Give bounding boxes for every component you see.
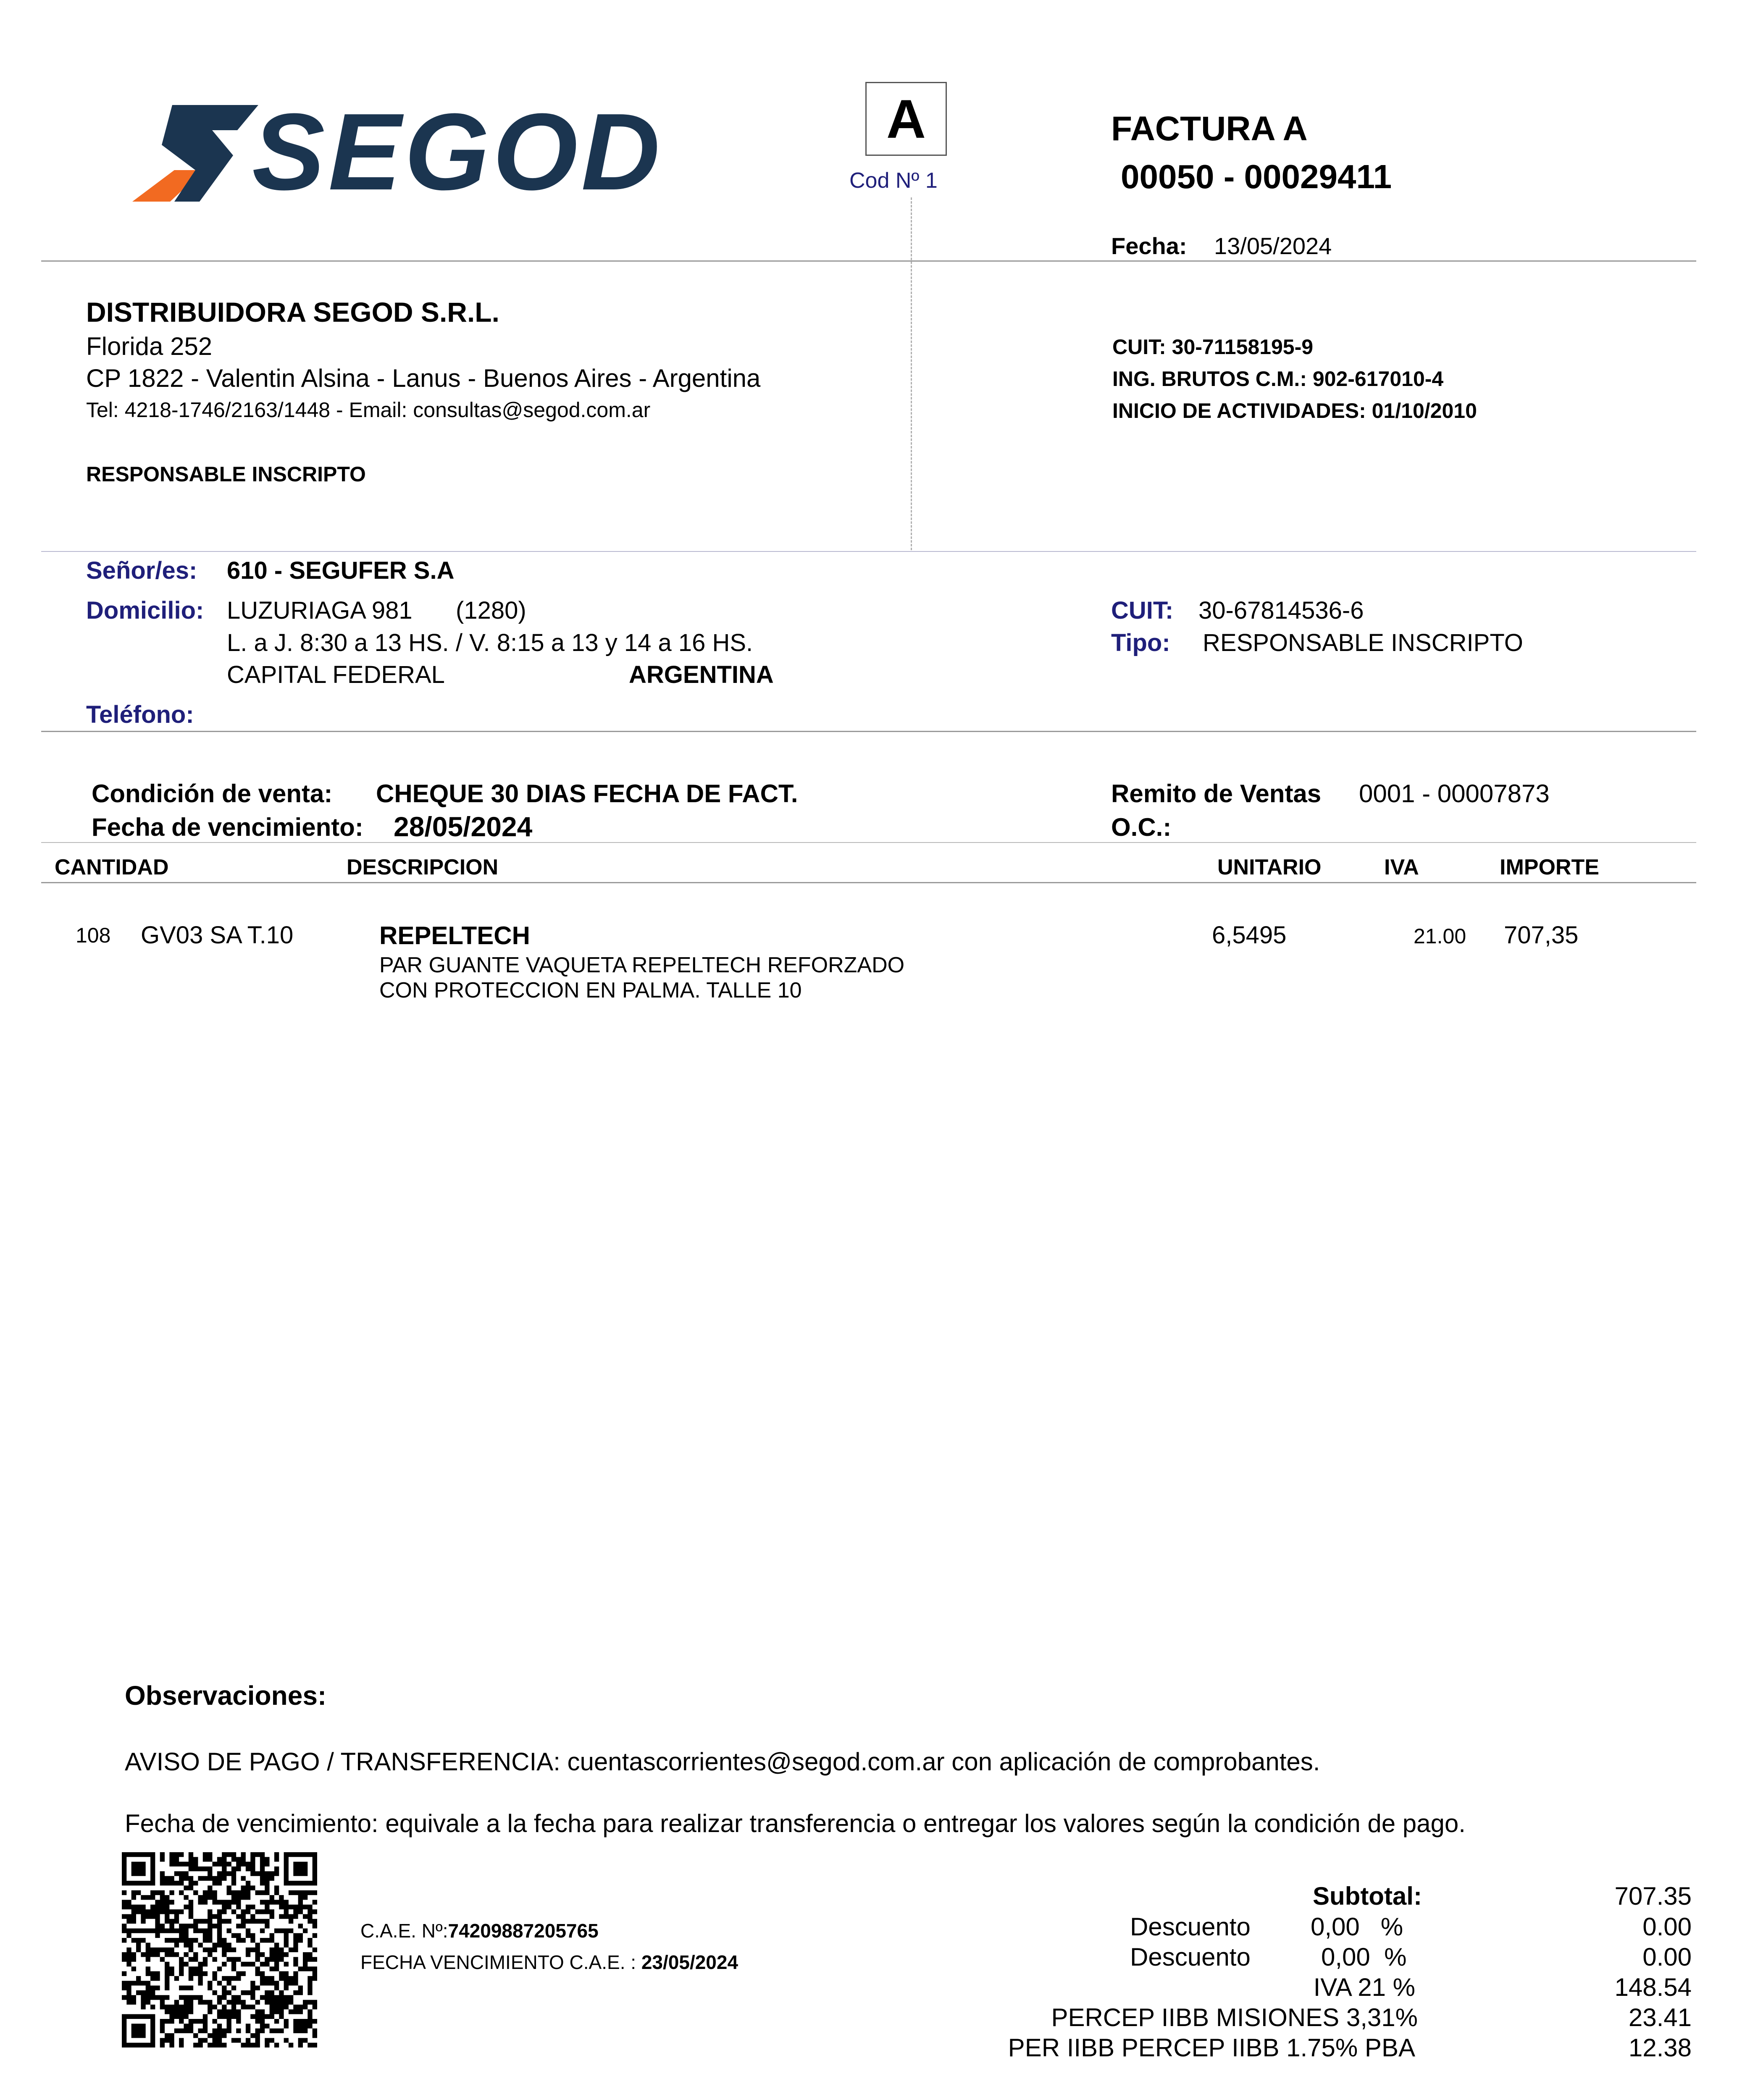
sale-condicion-value: CHEQUE 30 DIAS FECHA DE FACT. xyxy=(376,780,798,808)
subtotal-label: Subtotal: xyxy=(1313,1882,1422,1910)
row-codigo: GV03 SA T.10 xyxy=(141,921,294,949)
row-iva: 21.00 xyxy=(1414,924,1466,948)
issuer-name: DISTRIBUIDORA SEGOD S.R.L. xyxy=(86,297,499,328)
row-cantidad: 108 xyxy=(76,924,111,947)
cae-venc-value: 23/05/2024 xyxy=(641,1951,738,1973)
descuento-2-value: 0.00 xyxy=(1642,1943,1692,1971)
descuento-1-pct: 0,00 % xyxy=(1311,1913,1403,1941)
sale-remito-label: Remito de Ventas xyxy=(1111,780,1322,808)
issuer-inicio: INICIO DE ACTIVIDADES: 01/10/2010 xyxy=(1112,399,1477,423)
issuer-address-2: CP 1822 - Valentin Alsina - Lanus - Buenos Aires - Argentina xyxy=(86,364,761,392)
qr-finder xyxy=(293,1862,307,1876)
client-tipo-label: Tipo: xyxy=(1111,629,1170,656)
row-unitario: 6,5495 xyxy=(1212,921,1287,949)
divider-vertical xyxy=(911,197,912,550)
issuer-cuit: CUIT: 30-71158195-9 xyxy=(1112,335,1314,359)
fecha-value: 13/05/2024 xyxy=(1214,233,1332,259)
qr-code-image xyxy=(122,1852,317,2048)
client-telefono-label: Teléfono: xyxy=(86,701,194,728)
client-cuit-value: 30-67814536-6 xyxy=(1198,597,1364,624)
col-header-importe: IMPORTE xyxy=(1500,855,1599,879)
invoice-letter-box xyxy=(865,82,947,156)
cae-line xyxy=(360,1919,599,1942)
client-tipo-value: RESPONSABLE INSCRIPTO xyxy=(1203,629,1523,656)
issuer-address-1: Florida 252 xyxy=(86,332,213,360)
observaciones-title: Observaciones: xyxy=(125,1680,327,1711)
percep-2-value: 12.38 xyxy=(1628,2034,1692,2062)
divider-table-header xyxy=(41,882,1696,883)
divider-client xyxy=(41,731,1696,732)
col-header-iva: IVA xyxy=(1384,855,1419,879)
client-domicilio-street: LUZURIAGA 981 xyxy=(227,597,413,624)
qr-code xyxy=(122,1852,317,2048)
cae-venc-label: FECHA VENCIMIENTO C.A.E. : xyxy=(360,1951,636,1973)
cod-number: Cod Nº 1 xyxy=(849,168,938,193)
percep-2-label: PER IIBB PERCEP IIBB 1.75% PBA xyxy=(1008,2034,1415,2062)
descuento-1-value: 0.00 xyxy=(1642,1913,1692,1941)
descuento-2-pct: 0,00 % xyxy=(1321,1943,1407,1971)
sale-condicion-label: Condición de venta: xyxy=(92,780,333,808)
iva-label: IVA 21 % xyxy=(1313,1973,1415,2001)
client-domicilio-hours: L. a J. 8:30 a 13 HS. / V. 8:15 a 13 y 14 a 16 HS. xyxy=(227,629,753,656)
iva-value: 148.54 xyxy=(1614,1973,1692,2001)
cae-label: C.A.E. Nº: xyxy=(360,1920,448,1942)
row-desc-1: PAR GUANTE VAQUETA REPELTECH REFORZADO xyxy=(379,953,905,977)
row-desc-2: CON PROTECCION EN PALMA. TALLE 10 xyxy=(379,978,802,1003)
invoice-letter: A xyxy=(886,88,926,150)
client-domicilio-city: CAPITAL FEDERAL xyxy=(227,661,445,688)
divider-issuer xyxy=(41,551,1696,552)
brand-logo xyxy=(132,91,664,213)
divider-header xyxy=(41,260,1696,262)
cae-value: 74209887205765 xyxy=(448,1920,599,1942)
row-titulo: REPELTECH xyxy=(379,921,530,950)
divider-table-top xyxy=(41,842,1696,843)
client-domicilio-cp: (1280) xyxy=(456,597,526,624)
col-header-cantidad: CANTIDAD xyxy=(55,855,169,879)
brand-name: SEGOD xyxy=(252,91,664,213)
client-senor-label: Señor/es: xyxy=(86,557,197,584)
doc-title: FACTURA A xyxy=(1111,110,1308,148)
percep-1-label: PERCEP IIBB MISIONES 3,31% xyxy=(1051,2003,1418,2032)
sale-venc-value: 28/05/2024 xyxy=(394,811,533,842)
col-header-descripcion: DESCRIPCION xyxy=(347,855,499,879)
subtotal-value: 707.35 xyxy=(1614,1882,1692,1910)
row-importe: 707,35 xyxy=(1504,921,1579,949)
qr-finder xyxy=(131,2024,146,2038)
cae-venc-line xyxy=(360,1951,738,1974)
issuer-iibb: ING. BRUTOS C.M.: 902-617010-4 xyxy=(1112,367,1444,391)
client-cuit-label: CUIT: xyxy=(1111,597,1174,624)
issuer-contact: Tel: 4218-1746/2163/1448 - Email: consultas@segod.com.ar xyxy=(86,398,651,422)
fecha-label: Fecha: xyxy=(1111,233,1187,259)
qr-finder xyxy=(131,1862,146,1876)
observaciones-line-1: AVISO DE PAGO / TRANSFERENCIA: cuentascorrientes@segod.com.ar con aplicación de comprobantes. xyxy=(125,1748,1320,1776)
sale-oc-label: O.C.: xyxy=(1111,813,1172,841)
descuento-2-label: Descuento xyxy=(1130,1943,1251,1971)
observaciones-line-2: Fecha de vencimiento: equivale a la fecha para realizar transferencia o entregar los valores según la condición de pago. xyxy=(125,1809,1466,1838)
client-senor-value: 610 - SEGUFER S.A xyxy=(227,557,455,584)
sale-remito-value: 0001 - 00007873 xyxy=(1359,780,1550,808)
descuento-1-label: Descuento xyxy=(1130,1913,1251,1941)
percep-1-value: 23.41 xyxy=(1628,2003,1692,2032)
client-domicilio-label: Domicilio: xyxy=(86,597,204,624)
sale-venc-label: Fecha de vencimiento: xyxy=(92,813,363,841)
col-header-unitario: UNITARIO xyxy=(1217,855,1322,879)
issuer-tax-condition: RESPONSABLE INSCRIPTO xyxy=(86,462,366,486)
client-domicilio-country: ARGENTINA xyxy=(629,661,774,688)
doc-number: 00050 - 00029411 xyxy=(1121,158,1392,195)
